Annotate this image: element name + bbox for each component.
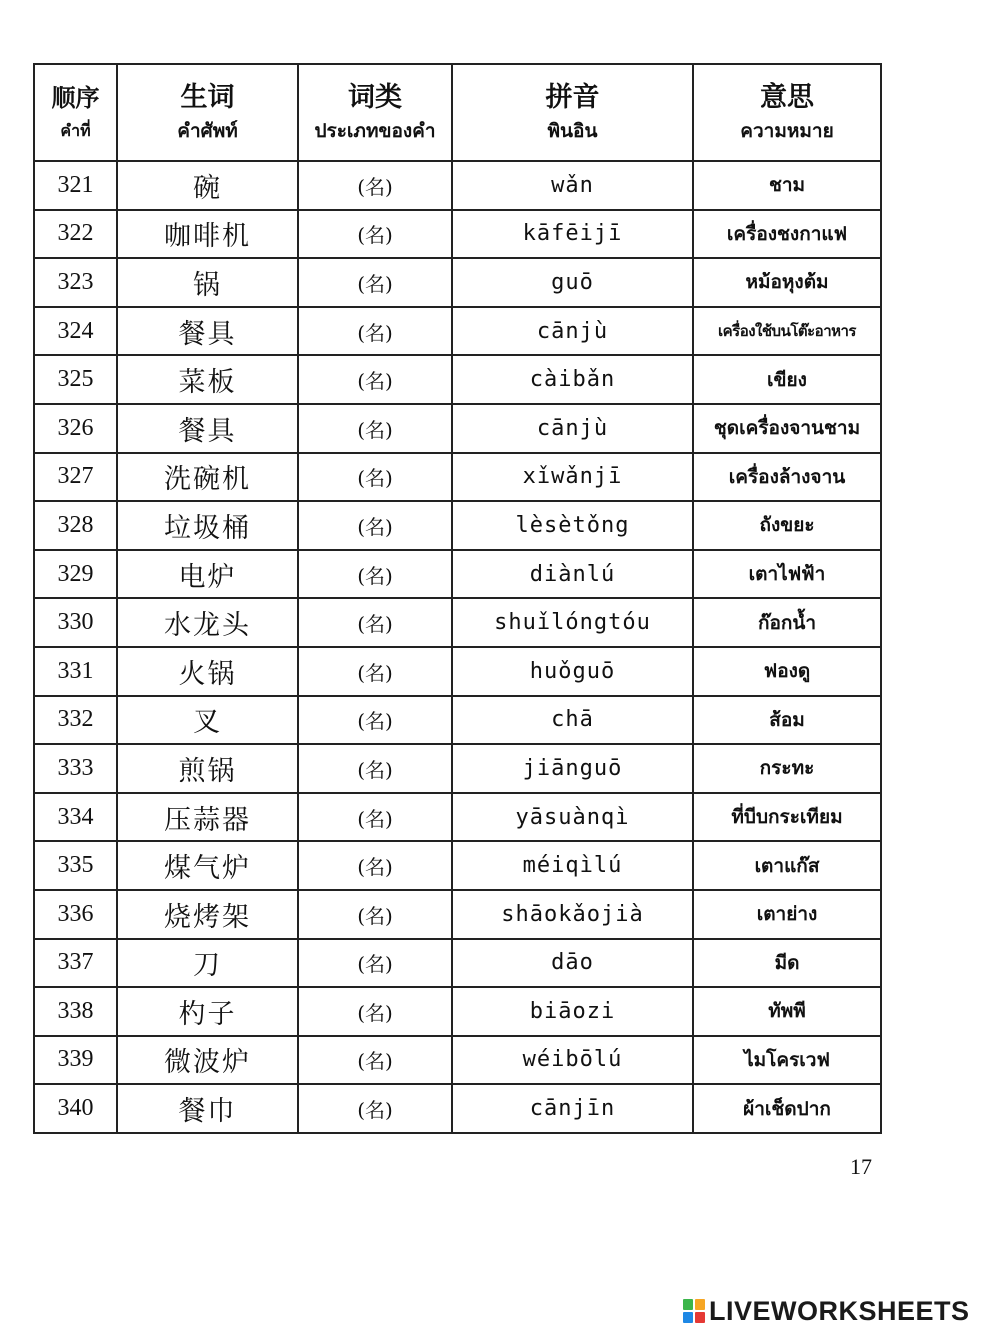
cell-meaning: เขียง — [693, 355, 881, 404]
table-row — [34, 161, 881, 210]
cell-meaning: เครื่องล้างจาน — [693, 453, 881, 502]
cell-pinyin: jiānguō — [452, 744, 693, 793]
cell-number: 323 — [34, 258, 117, 307]
cell-word: 叉 — [117, 696, 298, 745]
cell-meaning: ที่บีบกระเทียม — [693, 793, 881, 842]
table-row — [34, 744, 881, 793]
cell-word: 煤气炉 — [117, 841, 298, 890]
header-word-th: คำศัพท์ — [177, 119, 238, 142]
cell-word: 碗 — [117, 161, 298, 210]
table-row — [34, 307, 881, 356]
table-header — [34, 64, 881, 161]
cell-pos: (名) — [298, 841, 452, 890]
header-meaning — [693, 64, 881, 161]
table-row — [34, 355, 881, 404]
cell-word: 餐巾 — [117, 1084, 298, 1133]
cell-meaning: ส้อม — [693, 696, 881, 745]
cell-pinyin: diànlú — [452, 550, 693, 599]
cell-pos: (名) — [298, 258, 452, 307]
cell-meaning: ก๊อกน้ำ — [693, 598, 881, 647]
vocabulary-table — [33, 63, 882, 1134]
cell-pos: (名) — [298, 939, 452, 988]
cell-number: 330 — [34, 598, 117, 647]
cell-pos: (名) — [298, 1036, 452, 1085]
cell-meaning: เตาย่าง — [693, 890, 881, 939]
cell-number: 332 — [34, 696, 117, 745]
header-order-cn: 顺序 — [51, 82, 100, 112]
cell-pos: (名) — [298, 210, 452, 259]
header-order — [34, 64, 117, 161]
cell-number: 326 — [34, 404, 117, 453]
cell-number: 327 — [34, 453, 117, 502]
cell-number: 340 — [34, 1084, 117, 1133]
cell-meaning: เครื่องใช้บนโต๊ะอาหาร — [693, 307, 881, 356]
cell-number: 324 — [34, 307, 117, 356]
cell-number: 335 — [34, 841, 117, 890]
cell-meaning: ผ้าเช็ดปาก — [693, 1084, 881, 1133]
cell-number: 321 — [34, 161, 117, 210]
header-pos-th: ประเภทของคำ — [314, 119, 436, 142]
cell-pos: (名) — [298, 453, 452, 502]
table-row — [34, 1036, 881, 1085]
page-number: 17 — [850, 1154, 872, 1179]
cell-word: 餐具 — [117, 404, 298, 453]
table-row — [34, 841, 881, 890]
cell-number: 339 — [34, 1036, 117, 1085]
cell-word: 火锅 — [117, 647, 298, 696]
table-row — [34, 258, 881, 307]
table-row — [34, 647, 881, 696]
cell-word: 水龙头 — [117, 598, 298, 647]
table-row — [34, 550, 881, 599]
cell-number: 322 — [34, 210, 117, 259]
cell-meaning: ถังขยะ — [693, 501, 881, 550]
cell-number: 333 — [34, 744, 117, 793]
table-row — [34, 890, 881, 939]
cell-word: 刀 — [117, 939, 298, 988]
cell-meaning: เตาแก๊ส — [693, 841, 881, 890]
cell-pinyin: càibǎn — [452, 355, 693, 404]
cell-meaning: ทัพพี — [693, 987, 881, 1036]
cell-word: 微波炉 — [117, 1036, 298, 1085]
cell-number: 334 — [34, 793, 117, 842]
header-word-cn: 生词 — [180, 81, 235, 113]
header-pinyin — [452, 64, 693, 161]
cell-pinyin: biāozi — [452, 987, 693, 1036]
cell-number: 328 — [34, 501, 117, 550]
table-body — [34, 161, 881, 1133]
cell-word: 电炉 — [117, 550, 298, 599]
logo-mark-icon — [683, 1299, 705, 1323]
cell-pinyin: xǐwǎnjī — [452, 453, 693, 502]
cell-number: 336 — [34, 890, 117, 939]
cell-meaning: มีด — [693, 939, 881, 988]
cell-pinyin: cānjīn — [452, 1084, 693, 1133]
cell-pos: (名) — [298, 744, 452, 793]
cell-word: 锅 — [117, 258, 298, 307]
cell-number: 337 — [34, 939, 117, 988]
cell-pinyin: dāo — [452, 939, 693, 988]
cell-meaning: ชาม — [693, 161, 881, 210]
logo-square-green — [683, 1299, 693, 1310]
cell-pinyin: yāsuànqì — [452, 793, 693, 842]
cell-meaning: ไมโครเวฟ — [693, 1036, 881, 1085]
header-row — [34, 64, 881, 161]
cell-meaning: หม้อหุงต้ม — [693, 258, 881, 307]
cell-number: 325 — [34, 355, 117, 404]
logo-text: LIVEWORKSHEETS — [709, 1295, 970, 1326]
header-pinyin-cn: 拼音 — [545, 81, 600, 113]
cell-pinyin: wǎn — [452, 161, 693, 210]
cell-word: 压蒜器 — [117, 793, 298, 842]
table-row — [34, 598, 881, 647]
cell-pinyin: chā — [452, 696, 693, 745]
header-word — [117, 64, 298, 161]
table-row — [34, 404, 881, 453]
table-row — [34, 1084, 881, 1133]
cell-pos: (名) — [298, 647, 452, 696]
header-order-th: คำที่ — [60, 120, 91, 140]
cell-pos: (名) — [298, 501, 452, 550]
cell-pinyin: méiqìlú — [452, 841, 693, 890]
cell-pos: (名) — [298, 307, 452, 356]
cell-pos: (名) — [298, 404, 452, 453]
cell-word: 菜板 — [117, 355, 298, 404]
header-meaning-cn: 意思 — [760, 81, 814, 113]
table-row — [34, 210, 881, 259]
header-pos-cn: 词类 — [348, 81, 402, 113]
header-pos — [298, 64, 452, 161]
cell-pinyin: cānjù — [452, 307, 693, 356]
cell-pos: (名) — [298, 550, 452, 599]
cell-pos: (名) — [298, 696, 452, 745]
cell-word: 洗碗机 — [117, 453, 298, 502]
table-row — [34, 501, 881, 550]
cell-meaning: เตาไฟฟ้า — [693, 550, 881, 599]
cell-pinyin: shāokǎojià — [452, 890, 693, 939]
cell-pinyin: lèsètǒng — [452, 501, 693, 550]
cell-pinyin: kāfēijī — [452, 210, 693, 259]
table-row — [34, 696, 881, 745]
cell-word: 垃圾桶 — [117, 501, 298, 550]
header-meaning-th: ความหมาย — [740, 119, 834, 142]
logo-square-blue — [683, 1312, 693, 1323]
cell-word: 煎锅 — [117, 744, 298, 793]
cell-word: 咖啡机 — [117, 210, 298, 259]
table-row — [34, 939, 881, 988]
cell-pos: (名) — [298, 793, 452, 842]
cell-pinyin: huǒguō — [452, 647, 693, 696]
cell-pos: (名) — [298, 987, 452, 1036]
logo-square-red — [695, 1312, 705, 1323]
cell-pos: (名) — [298, 355, 452, 404]
table-row — [34, 793, 881, 842]
cell-pos: (名) — [298, 161, 452, 210]
cell-meaning: เครื่องชงกาแฟ — [693, 210, 881, 259]
cell-pos: (名) — [298, 1084, 452, 1133]
liveworksheets-logo — [683, 1296, 970, 1326]
cell-number: 329 — [34, 550, 117, 599]
cell-word: 烧烤架 — [117, 890, 298, 939]
header-pinyin-th: พินอิน — [547, 119, 598, 142]
cell-meaning: กระทะ — [693, 744, 881, 793]
cell-pinyin: guō — [452, 258, 693, 307]
cell-word: 餐具 — [117, 307, 298, 356]
cell-pinyin: cānjù — [452, 404, 693, 453]
cell-number: 338 — [34, 987, 117, 1036]
cell-word: 杓子 — [117, 987, 298, 1036]
logo-square-orange — [695, 1299, 705, 1310]
cell-meaning: ชุดเครื่องจานชาม — [693, 404, 881, 453]
cell-pinyin: shuǐlóngtóu — [452, 598, 693, 647]
cell-pos: (名) — [298, 598, 452, 647]
cell-pinyin: wéibōlú — [452, 1036, 693, 1085]
cell-meaning: ฟองดู — [693, 647, 881, 696]
cell-number: 331 — [34, 647, 117, 696]
table-row — [34, 453, 881, 502]
cell-pos: (名) — [298, 890, 452, 939]
table-row — [34, 987, 881, 1036]
